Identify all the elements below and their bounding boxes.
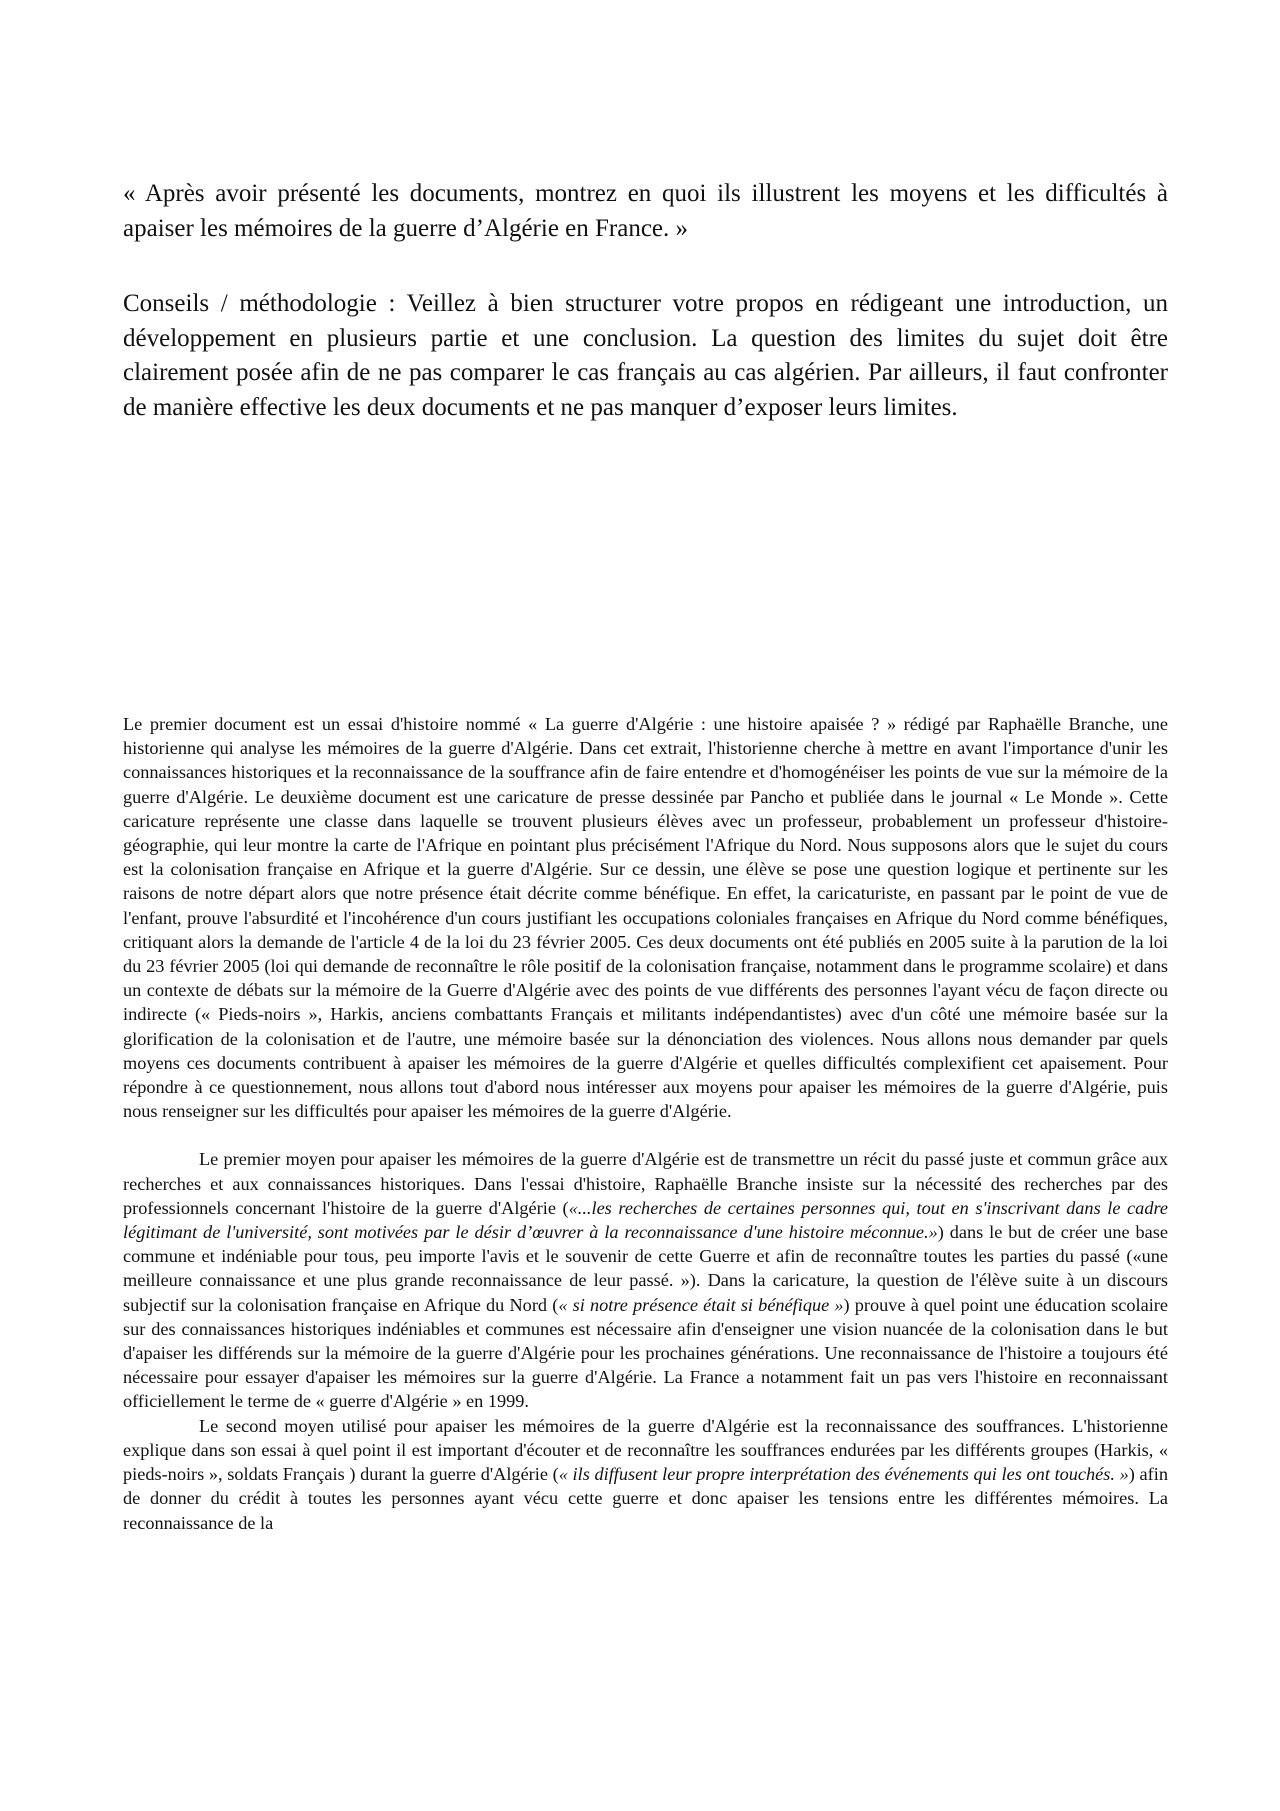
paragraph-text: Le premier moyen pour apaiser les mémoires de la guerre d'Algérie est de transmettre un récit du passé juste et commun grâce aux recherches et aux connaissances historiques. Dans l'essai d'histoire, Raphaëlle Branche insiste sur la nécessité des recherches par des professionnels concernant l'histoire de la guerre d'Algérie ( bbox=[123, 1149, 1168, 1218]
paragraph-text: ) afin de donner du crédit à toutes les personnes ayant vécu cette guerre et donc apaiser les tensions entre les différentes mémoires. La reconnaissance de la bbox=[123, 1464, 1168, 1533]
methodology-advice: Conseils / méthodologie : Veillez à bien structurer votre propos en rédigeant une introduction, un développement en plusieurs partie et une conclusion. La question des limites du sujet doit être clairement posée afin de ne pas comparer le cas français au cas algérien. Par ailleurs, il faut confronter de manière effective les deux documents et ne pas manquer d’exposer leurs limites. bbox=[123, 290, 1168, 421]
quotation: «...les recherches de certaines personnes qui, tout en s'inscrivant dans le cadre légitimant de l'université, sont motivées par le désir d’œuvrer à la reconnaissance d'une histoire méconnue.» bbox=[123, 1197, 1169, 1243]
essay-paragraph-first-means bbox=[123, 1147, 1168, 1413]
paragraph-text: ) prouve à quel point une éducation scolaire sur des connaissances historiques indéniables et communes est nécessaire afin d'enseigner une vision nuancée de la colonisation dans le but d'apaiser les différends sur la mémoire de la guerre d'Algérie pour les prochaines générations. Une reconnaissance de l'histoire a toujours été nécessaire pour essayer d'apaiser les mémoires sur la guerre d'Algérie. La France a notamment fait un pas vers l'histoire en reconnaissant officiellement le terme de « guerre d'Algérie » en 1999. bbox=[123, 1294, 1168, 1412]
quotation: « si notre présence était si bénéfique » bbox=[558, 1294, 844, 1315]
quotation: « ils diffusent leur propre interprétation des événements qui les ont touchés. » bbox=[558, 1464, 1129, 1485]
essay-body bbox=[123, 712, 1168, 1535]
essay-paragraph-second-means bbox=[123, 1414, 1168, 1535]
essay-introduction: Le premier document est un essai d'histoire nommé « La guerre d'Algérie : une histoire apaisée ? » rédigé par Raphaëlle Branche, une historienne qui analyse les mémoires de la guerre d'Algérie. Dans cet extrait, l'historienne cherche à mettre en avant l'importance d'unir les connaissances historiques et la reconnaissance de la souffrance afin de faire entendre et d'homogénéiser les points de vue sur la mémoire de la guerre d'Algérie. Le deuxième document est une caricature de presse dessinée par Pancho et publiée dans le journal « Le Monde ». Cette caricature représente une classe dans laquelle se trouvent plusieurs élèves avec un professeur, probablement un professeur d'histoire-géographie, qui leur montre la carte de l'Afrique en pointant plus précisément l'Afrique du Nord. Nous supposons alors que le sujet du cours est la colonisation française en Afrique et la guerre d'Algérie. Sur ce dessin, une élève se pose une question logique et pertinente sur les raisons de notre départ alors que notre présence était décrite comme bénéfique. En effet, la caricaturiste, en passant par le point de vue de l'enfant, prouve l'absurdité et l'incohérence d'un cours justifiant les occupations coloniales françaises en Afrique du Nord comme bénéfiques, critiquant alors la demande de l'article 4 de la loi du 23 février 2005. Ces deux documents ont été publiés en 2005 suite à la parution de la loi du 23 février 2005 (loi qui demande de reconnaître le rôle positif de la colonisation française, notamment dans le programme scolaire) et dans un contexte de débats sur la mémoire de la Guerre d'Algérie avec des points de vue différents des personnes l'ayant vécu de façon directe ou indirecte (« Pieds-noirs », Harkis, anciens combattants Français et militants indépendantistes) avec d'un côté une mémoire basée sur la glorification de la colonisation et de l'autre, une mémoire basée sur la dénonciation des violences. Nous allons nous demander par quels moyens ces documents contribuent à apaiser les mémoires de la guerre d'Algérie et quelles difficultés complexifient cet apaisement. Pour répondre à ce questionnement, nous allons tout d'abord nous intéresser aux moyens pour apaiser les mémoires de la guerre d'Algérie, puis nous renseigner sur les difficultés pour apaiser les mémoires de la guerre d'Algérie. bbox=[123, 714, 1168, 1122]
paragraph-text: ) dans le but de créer une base commune et indéniable pour tous, peu importe l'avis et le souvenir de cette Guerre et afin de reconnaître toutes les parties du passé («une meilleure connaissance et une plus grande reconnaissance de leur passé. »). Dans la caricature, la question de l'élève suite à un discours subjectif sur la colonisation française en Afrique du Nord ( bbox=[123, 1222, 1168, 1315]
assignment-prompt: « Après avoir présenté les documents, montrez en quoi ils illustrent les moyens et les difficultés à apaiser les mémoires de la guerre d’Algérie en France. » bbox=[123, 180, 1168, 242]
paragraph-text: Le second moyen utilisé pour apaiser les mémoires de la guerre d'Algérie est la reconnaissance des souffrances. L'historienne explique dans son essai à quel point il est important d'écouter et de reconnaître les souffrances endurées par les différents groupes (Harkis, « pieds-noirs », soldats Français ) durant la guerre d'Algérie ( bbox=[123, 1415, 1168, 1485]
